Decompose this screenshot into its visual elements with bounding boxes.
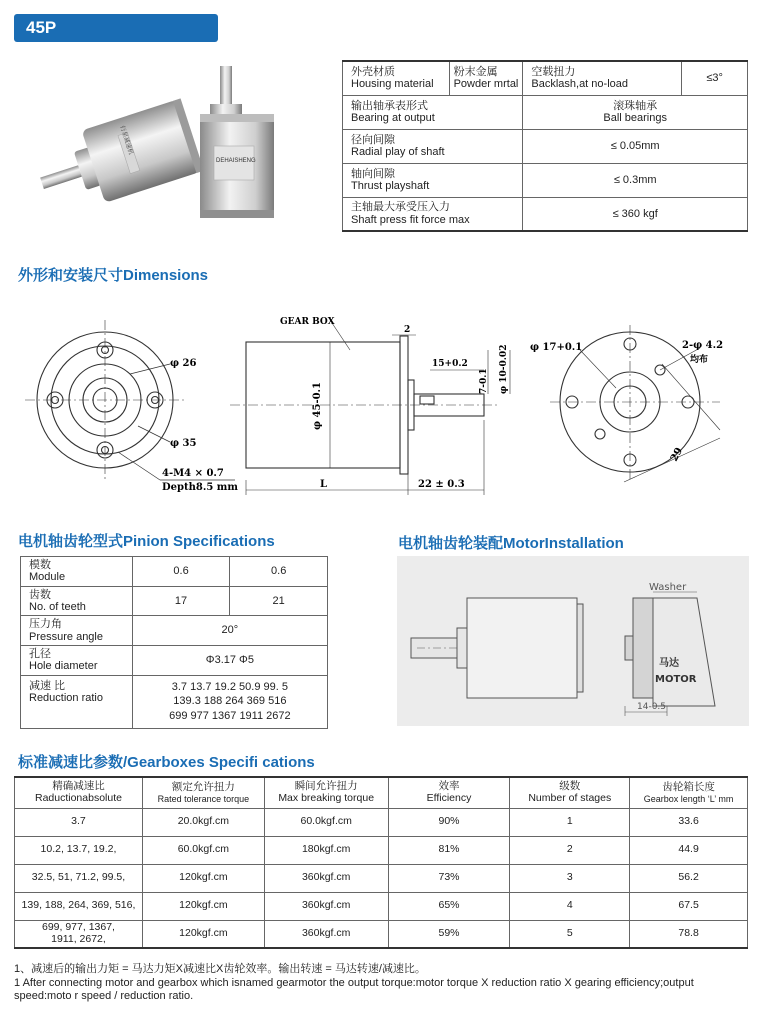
dimensions-heading: 外形和安装尺寸Dimensions [18, 267, 209, 284]
motor-install-drawing [397, 556, 749, 726]
dim-L: L [320, 479, 328, 490]
gearbox-stages: 5 [510, 920, 630, 948]
spec-value-en: Powder mrtal [453, 78, 519, 91]
dim-depth: Depth8.5 mm [162, 482, 238, 493]
pinion-label-cn: 齿数 [29, 588, 51, 601]
gearbox-ratio: 10.2, 13.7, 19.2, [15, 836, 143, 864]
gearbox-max: 180kgf.cm [264, 836, 388, 864]
gearbox-row [15, 836, 748, 864]
pinion-row-teeth [21, 586, 328, 616]
gearbox-eff: 65% [388, 892, 510, 920]
gearbox-header-row [15, 777, 748, 808]
pinion-value: 17 [132, 586, 230, 616]
gearbox-header-cn: 级数 [559, 780, 581, 792]
dim-d10: φ 10-0.02 [499, 344, 509, 394]
pinion-label-cn: 压力角 [29, 618, 62, 631]
gearbox-eff: 59% [388, 920, 510, 948]
gearbox-header-cn: 瞬间允许扭力 [294, 780, 358, 792]
spec-row [343, 129, 748, 163]
gearbox-length: 56.2 [630, 864, 748, 892]
gearbox-stages: 1 [510, 808, 630, 836]
spec-label-en: Bearing at output [351, 112, 435, 124]
motor-install-heading: 电机轴齿轮装配MotorInstallation [398, 535, 624, 552]
gearbox-header-en: Rated tolerance torque [157, 793, 250, 804]
pinion-ratio-line: 3.7 13.7 19.2 50.9 99. 5 [171, 680, 288, 693]
gearbox-stages: 3 [510, 864, 630, 892]
gearbox-row [15, 808, 748, 836]
gearbox-eff: 90% [388, 808, 510, 836]
spec-label-cn: 空载扭力 [531, 65, 576, 78]
spec-label-cn: 外壳材质 [351, 65, 395, 78]
gearbox-rated: 60.0kgf.cm [142, 836, 264, 864]
spec-row [343, 163, 748, 197]
pinion-label-cn: 孔径 [29, 647, 51, 660]
pinion-value: 0.6 [230, 557, 328, 587]
gearbox-length: 33.6 [630, 808, 748, 836]
pinion-label-en: Reduction ratio [29, 691, 103, 704]
dim-d35: φ 35 [170, 438, 197, 449]
gearbox-row [15, 892, 748, 920]
pinion-value: Φ3.17 Φ5 [132, 645, 327, 675]
spec-value-cn: 粉末金属 [453, 65, 498, 78]
gearbox-header-cn: 效率 [438, 780, 460, 792]
pinion-heading: 电机轴齿轮型式Pinion Specifications [18, 533, 275, 550]
dim-seven: 7-0.1 [479, 368, 489, 394]
spec-value: ≤ 0.05mm [523, 129, 748, 163]
gearbox-rated: 20.0kgf.cm [142, 808, 264, 836]
gearbox-header-en: Number of stages [528, 791, 612, 804]
pinion-ratio-line: 699 977 1367 1911 2672 [169, 710, 291, 723]
spec-label-cn: 输出轴承表形式 [351, 99, 428, 112]
pinion-label-en: No. of teeth [29, 600, 86, 613]
pinion-ratio-line: 139.3 188 264 369 516 [173, 695, 287, 708]
gearbox-length: 44.9 [630, 836, 748, 864]
pinion-label-en: Module [29, 571, 66, 584]
spec-label-en: Thrust playshaft [351, 180, 430, 192]
spec-value-cn: 滚珠轴承 [613, 99, 658, 112]
pinion-value: 0.6 [132, 557, 230, 587]
pinion-label-en: Pressure angle [29, 630, 103, 643]
dim-holes-cn: 均布 [690, 355, 709, 365]
gearbox-header-en: Raductionabsolute [34, 791, 122, 804]
spec-value-en: Ball bearings [603, 112, 667, 124]
spec-label-en: Shaft press fit force max [351, 213, 470, 226]
dim-m4: 4-M4 × 0.7 [162, 468, 224, 479]
dim-twentynine: 29 [668, 445, 686, 464]
gearbox-header-en: Efficiency [426, 791, 472, 804]
model-label: 45P [26, 18, 57, 37]
dim-gearbox: GEAR BOX [280, 317, 335, 327]
gearbox-row [15, 920, 748, 948]
spec-label-cn: 轴向间隙 [351, 167, 395, 180]
gearbox-eff: 81% [388, 836, 510, 864]
gearbox-heading: 标准减速比参数/Gearboxes Specifi cations [18, 754, 315, 771]
gearbox-row [15, 864, 748, 892]
pinion-value: 21 [230, 586, 328, 616]
gearbox-stages: 4 [510, 892, 630, 920]
gearbox-length: 78.8 [630, 920, 748, 948]
pinion-row-ratio [21, 675, 328, 729]
gearbox-eff: 73% [388, 864, 510, 892]
gearbox-length: 67.5 [630, 892, 748, 920]
dim-shaft-len: 22 ± 0.3 [418, 479, 465, 490]
spec-row [343, 197, 748, 231]
dim-d26: φ 26 [170, 358, 197, 369]
spec-value: ≤ 0.3mm [523, 163, 748, 197]
pinion-row-hole [21, 645, 328, 675]
dim-d17: φ 17+0.1 [530, 342, 583, 353]
spec-label-cn: 主轴最大承受压入力 [351, 201, 450, 214]
gearbox-max: 360kgf.cm [264, 920, 388, 948]
spec-row-housing [343, 61, 748, 95]
gearbox-ratio: 32.5, 51, 71.2, 99.5, [15, 864, 143, 892]
model-tag [14, 14, 218, 42]
gearbox-rated: 120kgf.cm [142, 920, 264, 948]
pinion-value: 20° [132, 616, 327, 646]
gearbox-ratio: 699, 977, 1367, [41, 921, 115, 933]
spec-label-en: Backlash,at no-load [531, 78, 628, 91]
motor-dim: 14-0.5 [637, 702, 667, 712]
dimensions-drawing [20, 290, 750, 505]
spec-label-cn: 径向间隙 [351, 133, 395, 146]
pinion-label-en: Hole diameter [29, 660, 98, 673]
gearbox-max: 360kgf.cm [264, 892, 388, 920]
note-cn: 1、减速后的输出力矩 = 马达力矩X减速比X齿轮效率。输出转速 = 马达转速/减速比。 [14, 963, 426, 975]
gearbox-max: 360kgf.cm [264, 864, 388, 892]
spec-table [342, 60, 748, 232]
gearbox-header-en: Max breaking torque [278, 791, 375, 804]
gearbox-rated: 120kgf.cm [142, 892, 264, 920]
gearbox-header-cn: 精确减速比 [52, 780, 105, 792]
gearbox-table [14, 776, 748, 949]
spec-value: ≤ 360 kgf [523, 197, 748, 231]
pinion-label-cn: 模数 [29, 559, 51, 571]
note-en: 1 After connecting motor and gearbox which isnamed gearmotor the output torque:motor torque X reduction ratio X gearing efficiency;output speed:moto r speed / reduction ratio. [14, 977, 694, 1003]
spec-label-en: Radial play of shaft [351, 146, 445, 158]
gearbox-stages: 2 [510, 836, 630, 864]
spec-value: ≤3° [682, 61, 748, 95]
pinion-label-cn: 减速 比 [29, 679, 66, 692]
gearbox-rated: 120kgf.cm [142, 864, 264, 892]
dim-d45: φ 45-0.1 [312, 382, 323, 430]
gearbox-header-en: Gearbox length ‘L’ mm [643, 793, 734, 804]
gearbox-header-cn: 额定允许扭力 [171, 780, 235, 793]
gearbox-max: 60.0kgf.cm [264, 808, 388, 836]
motor-washer: Washer [649, 582, 687, 593]
motor-cn: 马达 [659, 658, 679, 669]
spec-row [343, 95, 748, 129]
photo-label-right: DEHAISHENG [216, 158, 256, 164]
gearbox-header-cn: 齿轮箱长度 [662, 780, 715, 793]
pinion-row-module [21, 557, 328, 587]
pinion-row-pressure [21, 616, 328, 646]
gearbox-ratio: 1911, 2672, [51, 932, 106, 945]
product-photo [30, 58, 322, 228]
dim-holes: 2-φ 4.2 [682, 340, 724, 351]
spec-label-en: Housing material [351, 78, 434, 91]
dim-fifteen: 15+0.2 [432, 359, 468, 369]
motor-en: MOTOR [655, 674, 697, 685]
gearbox-ratio: 3.7 [15, 808, 143, 836]
gearbox-ratio: 139, 188, 264, 369, 516, [15, 892, 143, 920]
pinion-table [20, 556, 328, 729]
dim-two: 2 [404, 325, 411, 335]
photo-label-left: 行星减速机 [118, 125, 134, 156]
